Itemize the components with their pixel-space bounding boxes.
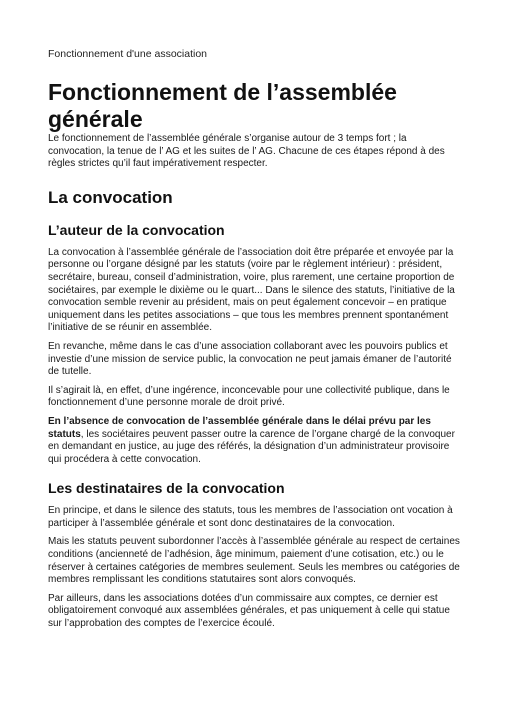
auteur-paragraph-1: La convocation à l’assemblée générale de l’association doit être préparée et envoyée par la personne ou l’organe désigné par les statuts (voire par le règlement intérieur) : président, secrétaire, bureau, conseil d’administration, voire, plus rarement, une certaine proportion de sociétaires, par exemple le dixième ou le quart... Dans le silence des statuts, l’initiative de la convocation semble revenir au président, mais on peut également concevoir – en pratique uniquement dans les petites associations – que tous les membres prennent spontanément l’initiative de se réunir en assemblée. <box>48 246 455 334</box>
running-header: Fonctionnement d'une association <box>48 48 208 60</box>
auteur-paragraph-3: Il s’agirait là, en effet, d’une ingérence, inconcevable pour une collectivité publique, dans le fonctionnement d’une personne morale de droit privé. <box>48 384 450 409</box>
auteur-paragraph-4-bold-lead: En l’absence de convocation de l’assemblée générale dans le délai prévu par les statuts <box>48 415 431 440</box>
subsection-heading-destinataires: Les destinataires de la convocation <box>48 480 285 497</box>
section-heading-convocation: La convocation <box>48 187 173 207</box>
subsection-heading-auteur: L’auteur de la convocation <box>48 221 225 238</box>
destinataires-paragraph-1: En principe, et dans le silence des statuts, tous les membres de l’association ont vocation à participer à l’assemblée générale et sont donc destinataires de la convocation. <box>48 505 453 529</box>
auteur-paragraph-4-rest: , les sociétaires peuvent passer outre la carence de l’organe chargé de la convoquer en demandant en justice, au juge des référés, la désignation d’un administrateur provisoire qui procédera à cette convocation. <box>48 428 455 465</box>
intro-paragraph: Le fonctionnement de l’assemblée générale s’organise autour de 3 temps fort ; la convocation, la tenue de l’ AG et les suites de l’ AG. Chacune de ces étapes répond à des règles strictes qu’il faut impérativement respecter. <box>48 133 445 170</box>
auteur-paragraph-2: En revanche, même dans le cas d’une association collaborant avec les pouvoirs publics et investie d’une mission de service public, la convocation ne peut jamais émaner de l’autorité de tutelle. <box>48 340 452 378</box>
auteur-paragraph-4 <box>48 416 464 466</box>
destinataires-paragraph-2: Mais les statuts peuvent subordonner l’accès à l’assemblée générale au respect de certaines conditions (ancienneté de l’adhésion, âge minimum, paiement d’une cotisation, etc.) ou le réserver à certaines catégories de membres seulement. Seuls les membres ou catégories de membres remplissant les conditions statutaires sont alors convoqués. <box>48 536 460 586</box>
page-title: Fonctionnement de l’assemblée générale <box>48 79 397 132</box>
destinataires-paragraph-3: Par ailleurs, dans les associations dotées d’un commissaire aux comptes, ce dernier est obligatoirement convoqué aux assemblées générales, et pas uniquement à celle qui statue sur l’approbation des comptes de l’exercice écoulé. <box>48 592 450 630</box>
